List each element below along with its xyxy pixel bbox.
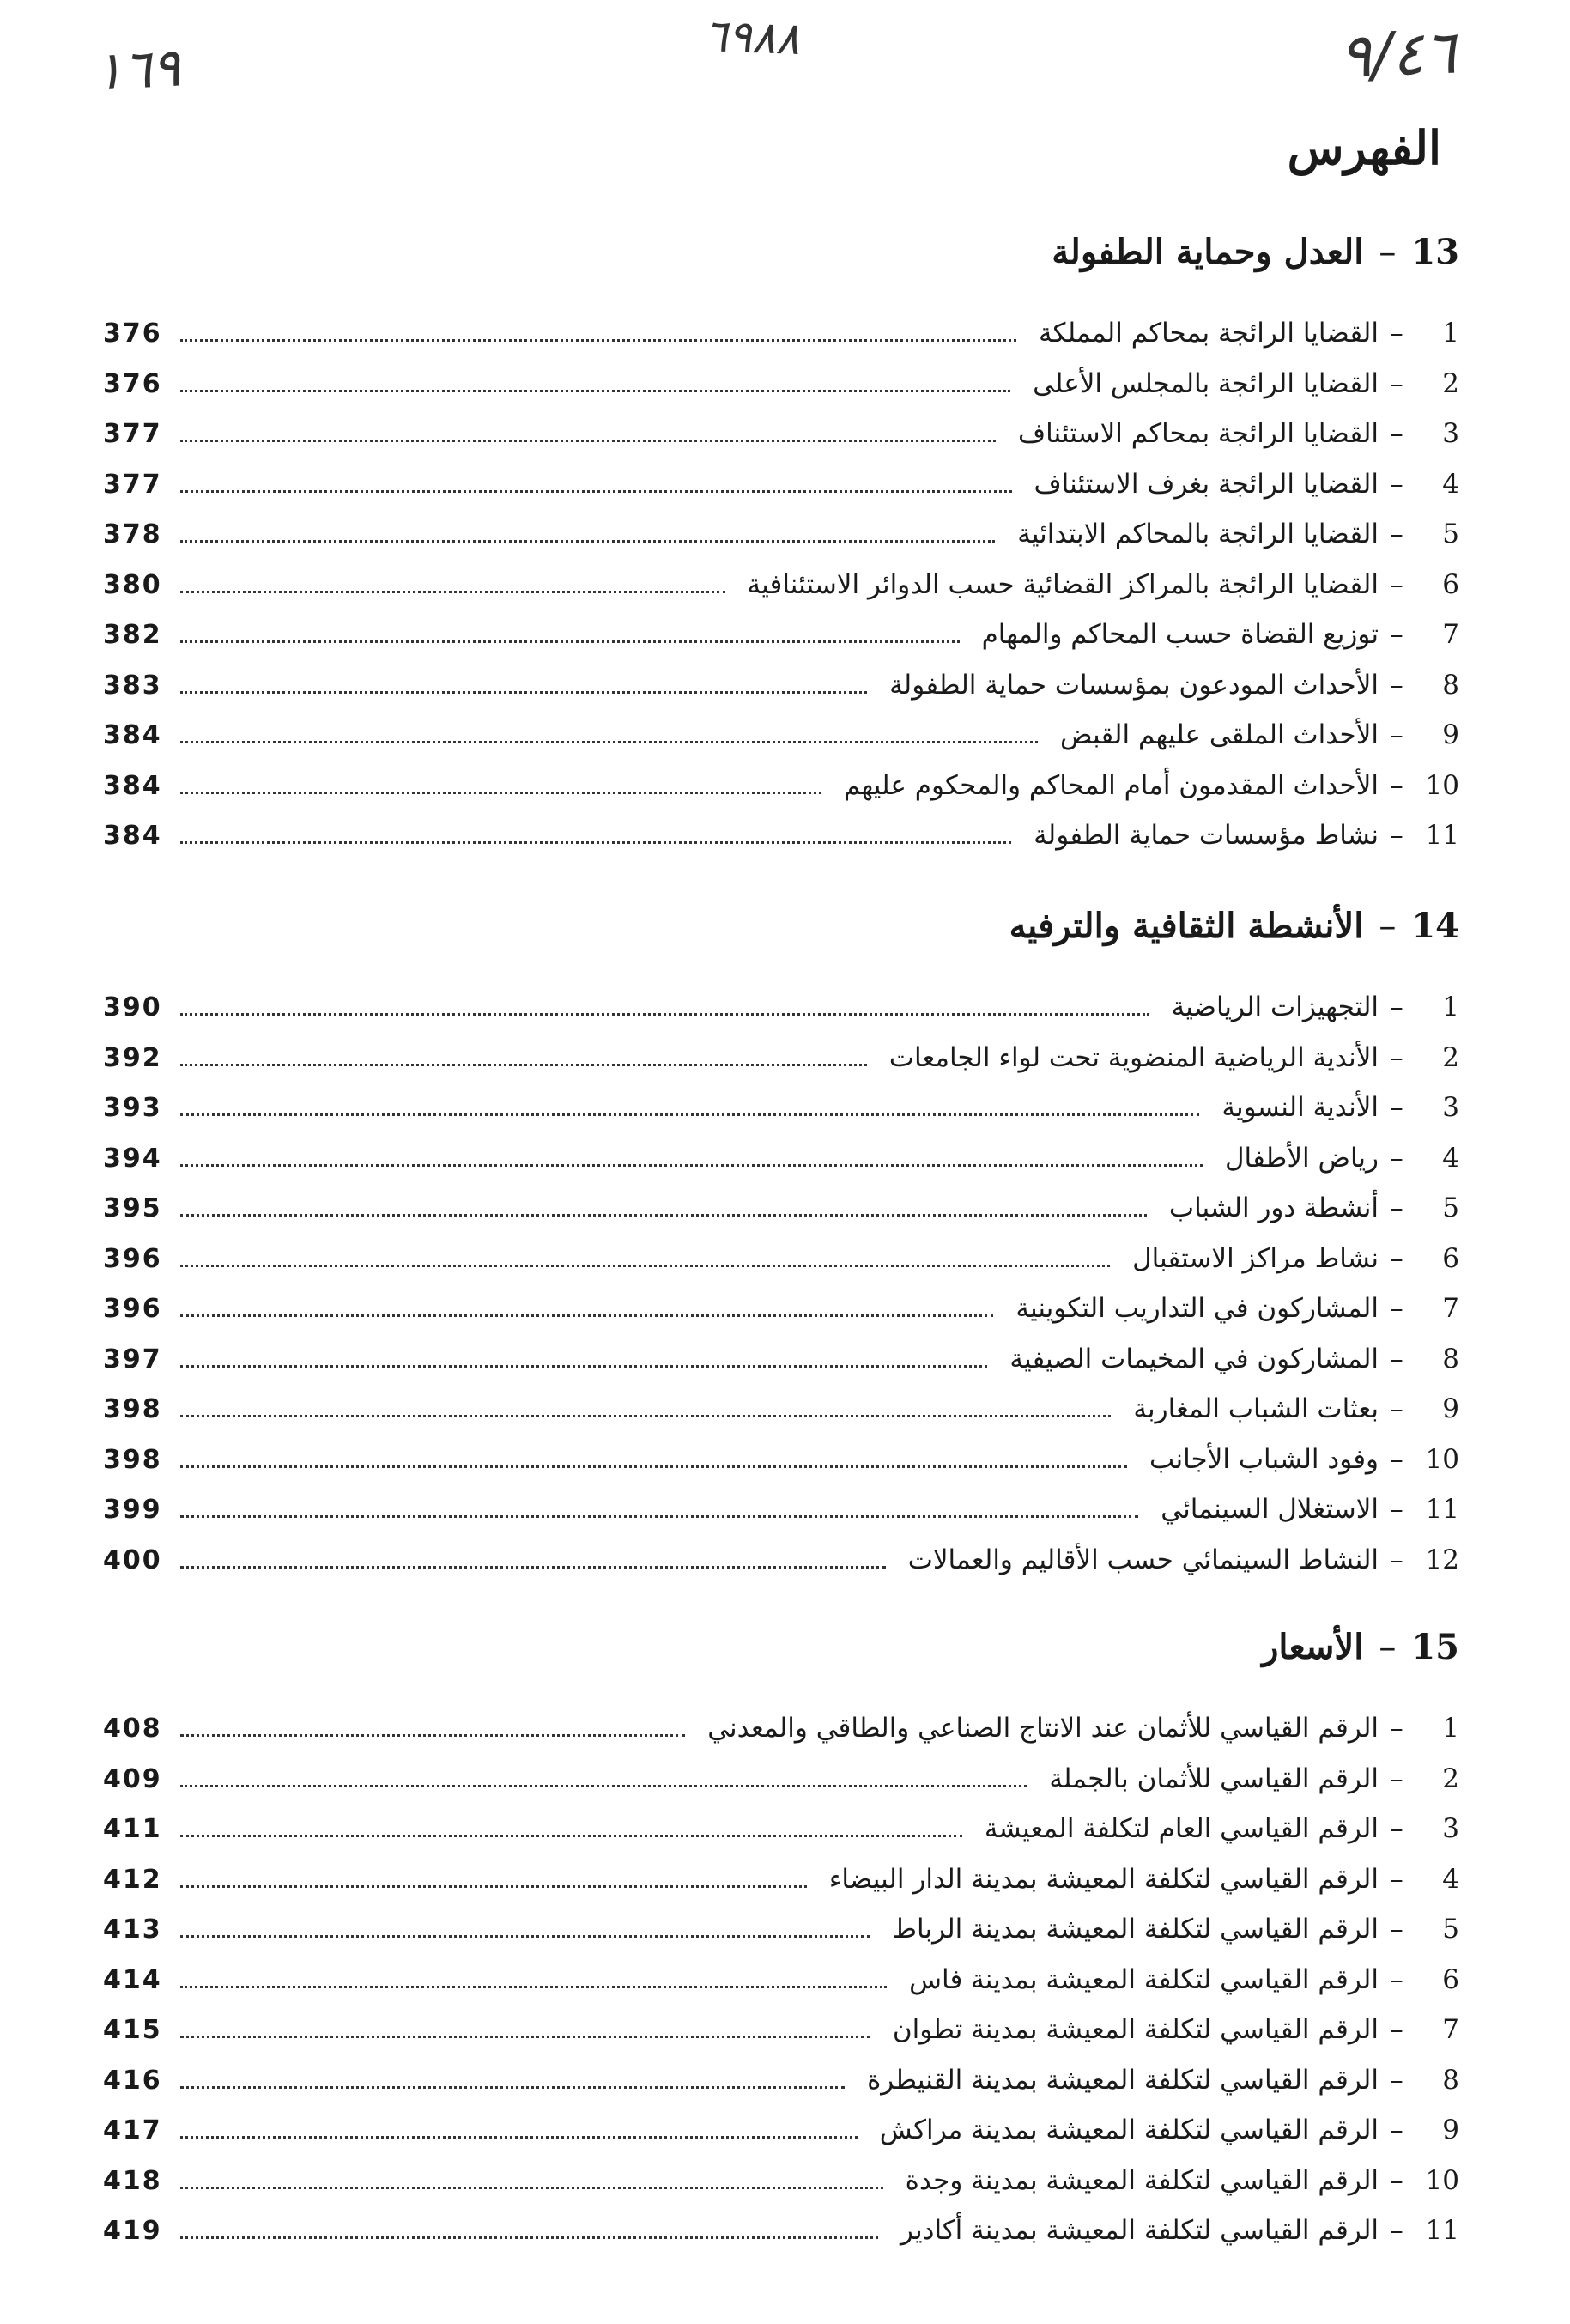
dot-leader <box>180 1364 987 1368</box>
dot-leader <box>180 439 996 442</box>
section-heading <box>103 232 1459 299</box>
entry-title: وفود الشباب الأجانب <box>1149 1443 1379 1475</box>
section-dash: – <box>1379 907 1397 946</box>
entry-title: الأحداث المودعون بمؤسسات حماية الطفولة <box>889 669 1379 701</box>
entry-number: 2 <box>1442 1763 1459 1794</box>
toc-entry: 3 – الأندية النسوية 393 <box>103 1092 1459 1123</box>
handwritten-note: ٩/٤٦ <box>1337 16 1458 92</box>
entry-title: الأحداث الملقى عليهم القبض <box>1060 719 1379 750</box>
dot-leader <box>180 1784 1027 1787</box>
dot-leader <box>180 1314 993 1317</box>
entry-page-number: 384 <box>103 770 162 801</box>
dot-leader <box>180 1163 1203 1167</box>
dot-leader <box>180 1465 1127 1468</box>
toc-entry: 4 – القضايا الرائجة بغرف الاستئناف 377 <box>103 468 1459 500</box>
dot-leader <box>180 1985 887 1988</box>
entry-page-number: 393 <box>103 1093 162 1123</box>
toc-list <box>103 992 1459 1594</box>
section-title: الأسعار <box>1262 1627 1364 1667</box>
entry-title: القضايا الرائجة بغرف الاستئناف <box>1034 468 1379 500</box>
toc-entry: 8 – الأحداث المودعون بمؤسسات حماية الطفولة 383 <box>103 669 1459 701</box>
entry-number: 9 <box>1442 719 1459 750</box>
entry-page-number: 377 <box>103 469 162 500</box>
dot-leader <box>180 1264 1110 1267</box>
entry-title: الرقم القياسي لتكلفة المعيشة بمدينة القنيطرة <box>867 2064 1379 2096</box>
dot-leader <box>180 489 1012 493</box>
toc-entry: 3 – القضايا الرائجة بمحاكم الاستئناف 377 <box>103 418 1459 449</box>
toc-entry: 7 – الرقم القياسي لتكلفة المعيشة بمدينة تطوان 415 <box>103 2014 1459 2045</box>
entry-title: الرقم القياسي لتكلفة المعيشة بمدينة مراكش <box>879 2115 1379 2145</box>
entry-number: 6 <box>1442 1242 1459 1274</box>
toc-entry: 9 – بعثات الشباب المغاربة 398 <box>103 1393 1459 1424</box>
toc-list <box>103 1713 1459 2266</box>
entry-page-number: 397 <box>103 1344 162 1374</box>
section-number: 15 <box>1411 1627 1459 1667</box>
toc-list <box>103 318 1459 871</box>
entry-title: الاستغلال السينمائي <box>1161 1494 1379 1525</box>
toc-entry: 8 – المشاركون في المخيمات الصيفية 397 <box>103 1343 1459 1374</box>
dot-leader <box>180 1565 886 1569</box>
dot-leader <box>180 539 995 543</box>
section-heading <box>103 906 1459 973</box>
toc-entry: 1 – الرقم القياسي للأثمان عند الانتاج الصناعي والطاقي والمعدني 408 <box>103 1713 1459 1744</box>
toc-entry: 5 – القضايا الرائجة بالمحاكم الابتدائية 378 <box>103 519 1459 549</box>
toc-section <box>103 232 1459 871</box>
entry-page-number: 392 <box>103 1042 162 1073</box>
entry-number: 6 <box>1442 568 1459 600</box>
entry-title: بعثات الشباب المغاربة <box>1133 1393 1379 1424</box>
dot-leader <box>180 640 960 643</box>
entry-page-number: 400 <box>103 1544 162 1575</box>
toc-entry: 10 – الأحداث المقدمون أمام المحاكم والمحكوم عليهم 384 <box>103 769 1459 801</box>
section-dash: – <box>1379 1628 1397 1667</box>
toc-entry: 4 – رياض الأطفال 394 <box>103 1142 1459 1174</box>
page-title: الفهرس <box>1287 120 1441 175</box>
section-dash: – <box>1379 233 1397 272</box>
toc-entry: 12 – النشاط السينمائي حسب الأقاليم والعمالات 400 <box>103 1544 1459 1575</box>
entry-title: المشاركون في المخيمات الصيفية <box>1009 1343 1379 1374</box>
dot-leader <box>180 1113 1199 1116</box>
entry-page-number: 416 <box>103 2065 162 2096</box>
toc-section <box>103 1627 1459 2266</box>
entry-number: 9 <box>1442 1393 1459 1424</box>
toc-entry: 5 – الرقم القياسي لتكلفة المعيشة بمدينة الرباط 413 <box>103 1914 1459 1945</box>
entry-page-number: 384 <box>103 821 162 851</box>
entry-number: 3 <box>1442 1813 1459 1844</box>
toc-entry: 7 – المشاركون في التداريب التكوينية 396 <box>103 1293 1459 1324</box>
entry-number: 1 <box>1442 318 1459 349</box>
entry-title: أنشطة دور الشباب <box>1168 1192 1379 1223</box>
toc-entry: 6 – الرقم القياسي لتكلفة المعيشة بمدينة فاس 414 <box>103 1963 1459 1995</box>
entry-page-number: 411 <box>103 1814 162 1844</box>
entry-number: 6 <box>1442 1963 1459 1995</box>
entry-title: المشاركون في التداريب التكوينية <box>1015 1293 1379 1324</box>
entry-number: 10 <box>1425 1443 1459 1475</box>
entry-number: 4 <box>1442 468 1459 500</box>
entry-page-number: 390 <box>103 992 162 1022</box>
toc-section <box>103 906 1459 1594</box>
section-heading <box>103 1627 1459 1694</box>
entry-page-number: 394 <box>103 1143 162 1174</box>
entry-page-number: 399 <box>103 1495 162 1525</box>
entry-page-number: 383 <box>103 670 162 701</box>
entry-title: الرقم القياسي لتكلفة المعيشة بمدينة وجدة <box>905 2164 1379 2196</box>
entry-title: النشاط السينمائي حسب الأقاليم والعمالات <box>907 1544 1379 1575</box>
dot-leader <box>180 791 821 794</box>
dot-leader <box>180 1884 807 1888</box>
entry-number: 8 <box>1442 1343 1459 1374</box>
toc-entry: 4 – الرقم القياسي لتكلفة المعيشة بمدينة الدار البيضاء 412 <box>103 1863 1459 1895</box>
entry-number: 5 <box>1442 1192 1459 1223</box>
entry-page-number: 377 <box>103 419 162 449</box>
entry-title: الأندية الرياضية المنضوية تحت لواء الجامعات <box>888 1041 1379 1073</box>
toc-entry: 3 – الرقم القياسي العام لتكلفة المعيشة 411 <box>103 1813 1459 1844</box>
toc-entry: 1 – التجهيزات الرياضية 390 <box>103 992 1459 1022</box>
entry-number: 2 <box>1442 1041 1459 1073</box>
entry-title: الأندية النسوية <box>1221 1092 1379 1123</box>
toc-entry: 11 – الاستغلال السينمائي 399 <box>103 1494 1459 1525</box>
entry-number: 12 <box>1425 1544 1459 1575</box>
toc-entry: 1 – القضايا الرائجة بمحاكم المملكة 376 <box>103 318 1459 349</box>
dot-leader <box>180 1514 1138 1518</box>
entry-title: القضايا الرائجة بالمراكز القضائية حسب الدوائر الاستئنافية <box>747 568 1379 600</box>
toc-entry: 6 – نشاط مراكز الاستقبال 396 <box>103 1242 1459 1274</box>
toc-entry: 2 – القضايا الرائجة بالمجلس الأعلى 376 <box>103 367 1459 399</box>
entry-title: الرقم القياسي لتكلفة المعيشة بمدينة أكادير <box>900 2215 1379 2246</box>
dot-leader <box>180 1012 1149 1016</box>
entry-title: القضايا الرائجة بالمجلس الأعلى <box>1033 367 1379 399</box>
entry-title: الرقم القياسي لتكلفة المعيشة بمدينة الدار البيضاء <box>828 1863 1379 1895</box>
entry-number: 5 <box>1442 1914 1459 1945</box>
entry-title: القضايا الرائجة بمحاكم المملكة <box>1038 318 1379 349</box>
toc-entry: 10 – وفود الشباب الأجانب 398 <box>103 1443 1459 1475</box>
entry-number: 3 <box>1442 1092 1459 1123</box>
entry-number: 3 <box>1442 418 1459 449</box>
toc-entry: 8 – الرقم القياسي لتكلفة المعيشة بمدينة القنيطرة 416 <box>103 2064 1459 2096</box>
entry-page-number: 376 <box>103 368 162 399</box>
entry-page-number: 376 <box>103 319 162 349</box>
entry-title: التجهيزات الرياضية <box>1171 992 1379 1022</box>
entry-page-number: 380 <box>103 569 162 600</box>
entry-page-number: 414 <box>103 1964 162 1995</box>
entry-page-number: 398 <box>103 1394 162 1424</box>
entry-page-number: 409 <box>103 1763 162 1794</box>
dot-leader <box>180 2085 845 2089</box>
entry-number: 11 <box>1425 1494 1459 1525</box>
entry-page-number: 396 <box>103 1243 162 1274</box>
dot-leader <box>180 338 1016 342</box>
section-title: الأنشطة الثقافية والترفيه <box>1009 906 1364 946</box>
section-number: 14 <box>1411 906 1459 946</box>
entry-number: 9 <box>1442 2115 1459 2145</box>
handwritten-note: ٦٩٨٨ <box>702 10 801 65</box>
dot-leader <box>180 740 1038 743</box>
toc-entry: 9 – الرقم القياسي لتكلفة المعيشة بمدينة مراكش 417 <box>103 2115 1459 2145</box>
entry-title: الأحداث المقدمون أمام المحاكم والمحكوم عليهم <box>843 769 1379 801</box>
entry-title: القضايا الرائجة بالمحاكم الابتدائية <box>1017 519 1379 549</box>
dot-leader <box>180 2135 858 2139</box>
dot-leader <box>180 1213 1147 1217</box>
entry-title: الرقم القياسي العام لتكلفة المعيشة <box>984 1813 1379 1844</box>
entry-title: نشاط مؤسسات حماية الطفولة <box>1034 820 1379 851</box>
toc-entry: 11 – الرقم القياسي لتكلفة المعيشة بمدينة أكادير 419 <box>103 2215 1459 2246</box>
entry-number: 4 <box>1442 1863 1459 1895</box>
dot-leader <box>180 2035 870 2038</box>
toc-entry: 9 – الأحداث الملقى عليهم القبض 384 <box>103 719 1459 750</box>
toc-entry: 2 – الرقم القياسي للأثمان بالجملة 409 <box>103 1763 1459 1794</box>
section-number: 13 <box>1411 232 1459 272</box>
entry-page-number: 413 <box>103 1914 162 1945</box>
toc-entry: 7 – توزيع القضاة حسب المحاكم والمهام 382 <box>103 619 1459 650</box>
entry-title: القضايا الرائجة بمحاكم الاستئناف <box>1017 418 1379 449</box>
entry-number: 7 <box>1442 2014 1459 2045</box>
dot-leader <box>180 1414 1111 1417</box>
toc-entry: 6 – القضايا الرائجة بالمراكز القضائية حسب الدوائر الاستئنافية 380 <box>103 568 1459 600</box>
dot-leader <box>180 2236 878 2239</box>
dot-leader <box>180 690 867 694</box>
dot-leader <box>180 1063 867 1066</box>
entry-number: 10 <box>1425 2164 1459 2196</box>
entry-page-number: 415 <box>103 2015 162 2045</box>
entry-page-number: 382 <box>103 620 162 650</box>
entry-page-number: 412 <box>103 1864 162 1895</box>
handwritten-note: ١٦٩ <box>93 35 182 103</box>
entry-page-number: 417 <box>103 2115 162 2145</box>
dot-leader <box>180 840 1011 844</box>
entry-number: 7 <box>1442 1293 1459 1324</box>
entry-number: 1 <box>1442 1713 1459 1744</box>
entry-title: نشاط مراكز الاستقبال <box>1132 1242 1379 1274</box>
entry-number: 11 <box>1425 820 1459 851</box>
entry-number: 7 <box>1442 619 1459 650</box>
entry-page-number: 398 <box>103 1444 162 1475</box>
entry-page-number: 378 <box>103 519 162 549</box>
toc-entry: 10 – الرقم القياسي لتكلفة المعيشة بمدينة وجدة 418 <box>103 2164 1459 2196</box>
toc-entry: 5 – أنشطة دور الشباب 395 <box>103 1192 1459 1223</box>
entry-title: الرقم القياسي للأثمان بالجملة <box>1049 1763 1379 1794</box>
dot-leader <box>180 2186 883 2189</box>
toc-entry: 11 – نشاط مؤسسات حماية الطفولة 384 <box>103 820 1459 851</box>
dot-leader <box>180 1834 962 1837</box>
entry-page-number: 395 <box>103 1193 162 1223</box>
entry-title: الرقم القياسي لتكلفة المعيشة بمدينة تطوان <box>892 2014 1379 2045</box>
entry-number: 1 <box>1442 992 1459 1022</box>
entry-number: 5 <box>1442 519 1459 549</box>
entry-number: 4 <box>1442 1142 1459 1174</box>
entry-number: 2 <box>1442 367 1459 399</box>
dot-leader <box>180 590 725 593</box>
dot-leader <box>180 1733 685 1737</box>
entry-page-number: 419 <box>103 2216 162 2246</box>
entry-page-number: 384 <box>103 720 162 750</box>
entry-number: 8 <box>1442 669 1459 701</box>
toc-entry: 2 – الأندية الرياضية المنضوية تحت لواء الجامعات 392 <box>103 1041 1459 1073</box>
entry-page-number: 408 <box>103 1714 162 1744</box>
entry-title: الرقم القياسي لتكلفة المعيشة بمدينة فاس <box>909 1963 1379 1995</box>
entry-number: 8 <box>1442 2064 1459 2096</box>
entry-title: الرقم القياسي لتكلفة المعيشة بمدينة الرباط <box>892 1914 1379 1945</box>
entry-page-number: 396 <box>103 1294 162 1324</box>
entry-page-number: 418 <box>103 2165 162 2196</box>
dot-leader <box>180 1934 870 1938</box>
entry-number: 10 <box>1425 769 1459 801</box>
entry-title: رياض الأطفال <box>1225 1142 1379 1174</box>
entry-title: توزيع القضاة حسب المحاكم والمهام <box>981 619 1379 650</box>
entry-number: 11 <box>1425 2215 1459 2246</box>
section-title: العدل وحماية الطفولة <box>1052 232 1364 272</box>
entry-title: الرقم القياسي للأثمان عند الانتاج الصناعي والطاقي والمعدني <box>707 1713 1379 1744</box>
dot-leader <box>180 389 1010 392</box>
